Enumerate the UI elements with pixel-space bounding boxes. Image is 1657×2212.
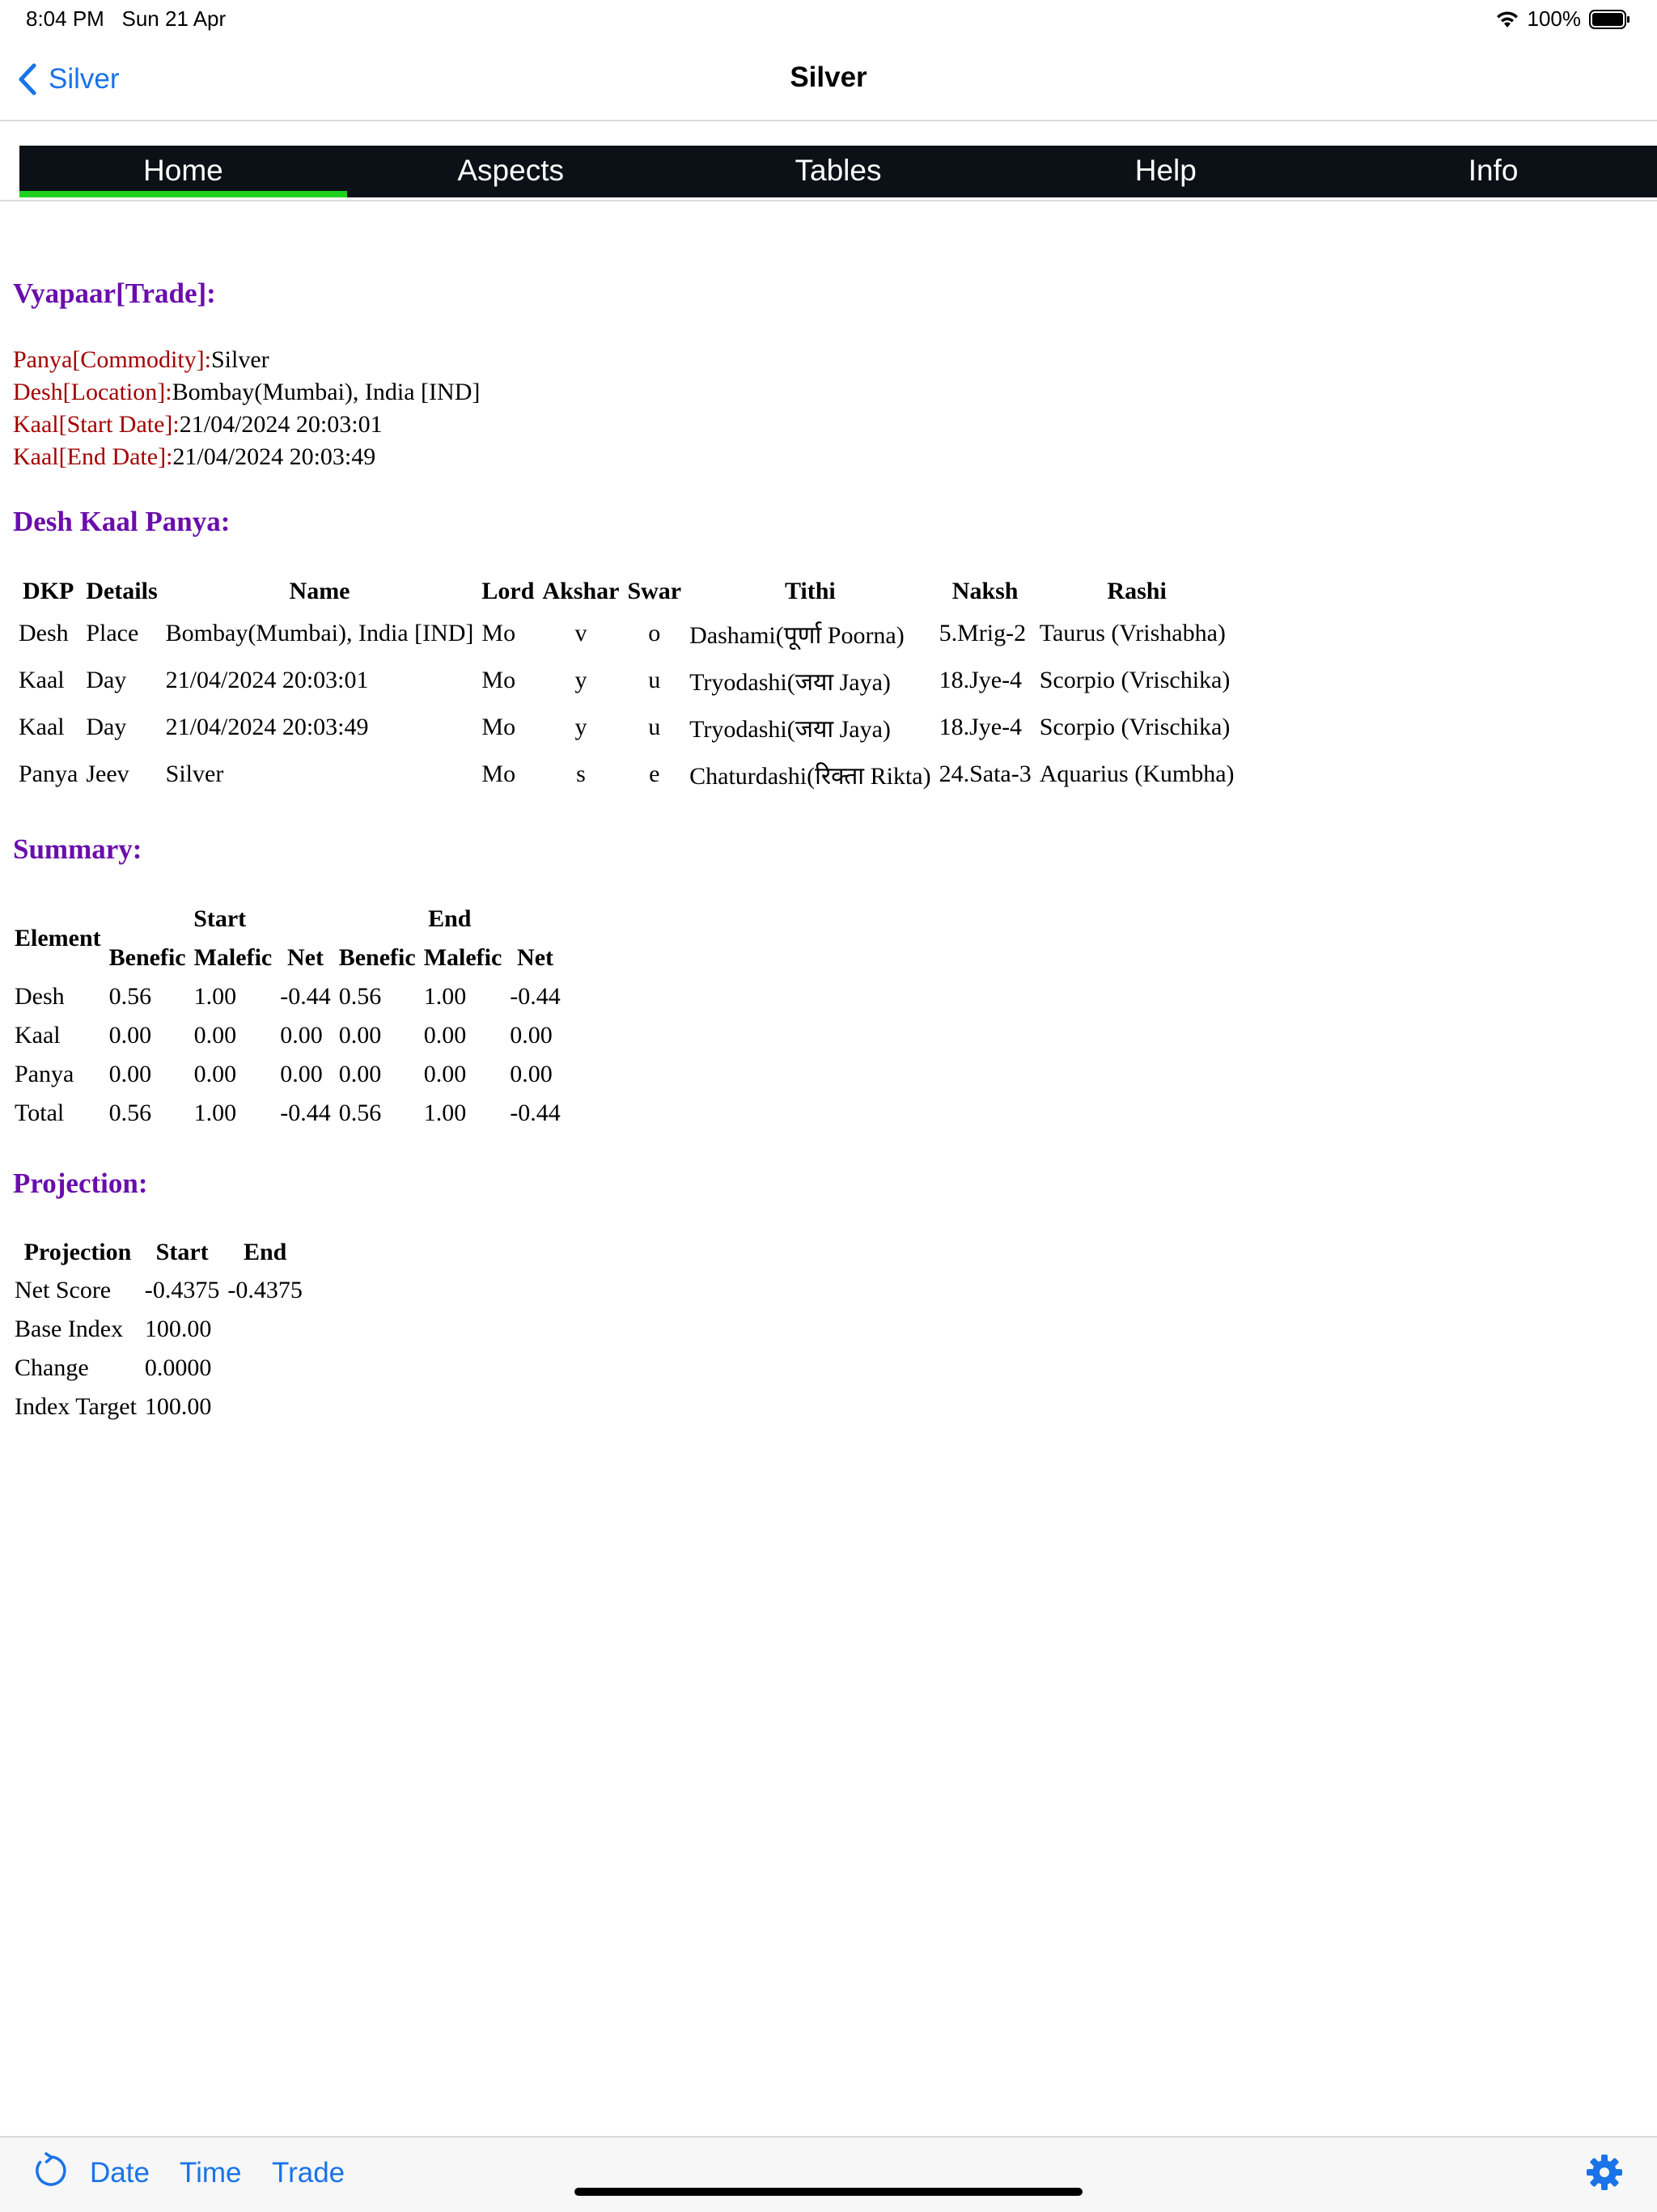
table-cell: Bombay(Mumbai), India [IND] <box>165 620 474 646</box>
commodity-value: Silver <box>210 346 269 373</box>
table-cell: -0.44 <box>280 983 331 1010</box>
status-indicators <box>1495 6 1632 32</box>
table-cell: 18.Jye-4 <box>939 667 1023 693</box>
table-cell: Day <box>86 667 127 693</box>
table-cell <box>223 1349 307 1388</box>
bottom-toolbar <box>0 2136 1657 2212</box>
table-row <box>15 1016 565 1055</box>
projection-col-end: End <box>243 1239 287 1265</box>
table-cell: -0.44 <box>280 1100 331 1126</box>
table-row <box>15 1271 307 1310</box>
dkp-col-details: Details <box>86 578 158 604</box>
table-cell: 0.00 <box>338 1061 382 1087</box>
table-cell: Chaturdashi(रिक्ता Rikta) <box>689 762 931 790</box>
start-date-value: 21/04/2024 20:03:01 <box>179 411 383 438</box>
table-cell: 0.00 <box>193 1061 237 1087</box>
table-cell: 0.00 <box>338 1022 382 1049</box>
location-label: Desh[Location]: <box>13 379 172 405</box>
dkp-col-akshar: Akshar <box>542 578 620 604</box>
dkp-col-dkp: DKP <box>23 578 74 604</box>
summary-col-start-benefic: Benefic <box>108 944 186 971</box>
location-value: Bombay(Mumbai), India [IND] <box>172 379 481 405</box>
table-row <box>15 751 1239 798</box>
table-cell: 100.00 <box>144 1393 212 1420</box>
summary-heading: Summary: <box>13 833 142 865</box>
summary-table <box>15 900 565 1133</box>
end-date-label: Kaal[End Date]: <box>13 443 173 470</box>
table-cell: Tryodashi(जया Jaya) <box>689 715 891 743</box>
table-cell: Taurus (Vrishabha) <box>1039 620 1226 646</box>
dkp-col-swar: Swar <box>627 578 682 604</box>
table-cell: Kaal <box>19 667 65 693</box>
status-date: Sun 21 Apr <box>121 6 227 31</box>
table-cell: Jeev <box>86 761 129 787</box>
table-cell: Mo <box>481 620 516 646</box>
table-cell: y <box>574 667 587 693</box>
summary-col-end-malefic: Malefic <box>423 944 502 971</box>
summary-col-start-net: Net <box>286 944 324 971</box>
projection-table <box>15 1234 307 1426</box>
table-cell: 0.00 <box>423 1061 467 1087</box>
battery-icon <box>1589 9 1631 30</box>
table-cell: Desh <box>19 620 69 646</box>
table-cell: Scorpio (Vrischika) <box>1039 714 1231 740</box>
table-cell: 0.00 <box>193 1022 237 1049</box>
table-row <box>15 610 1239 657</box>
table-cell: Place <box>86 620 139 646</box>
navigation-bar <box>0 39 1657 121</box>
table-cell: 5.Mrig-2 <box>939 620 1027 646</box>
start-date-label: Kaal[Start Date]: <box>13 411 180 438</box>
commodity-line <box>13 346 269 374</box>
table-cell: Panya <box>15 1061 74 1087</box>
summary-col-end-net: Net <box>517 944 554 971</box>
status-time <box>26 6 226 32</box>
wifi-icon <box>1495 10 1519 29</box>
table-cell: 0.56 <box>338 983 382 1010</box>
end-date-value: 21/04/2024 20:03:49 <box>172 443 376 470</box>
table-cell: Index Target <box>15 1393 137 1420</box>
summary-col-end-benefic: Benefic <box>338 944 416 971</box>
table-cell: 0.56 <box>338 1100 382 1126</box>
table-cell: -0.4375 <box>227 1277 303 1303</box>
table-cell: Scorpio (Vrischika) <box>1039 667 1231 693</box>
tab-home[interactable]: Home <box>19 146 347 197</box>
table-row <box>15 1094 565 1133</box>
summary-group-header-row <box>15 900 565 939</box>
start-date-line <box>13 411 383 439</box>
table-row <box>15 1310 307 1349</box>
table-row <box>15 704 1239 751</box>
table-cell: 24.Sata-3 <box>939 761 1032 787</box>
gear-icon[interactable] <box>1586 2154 1623 2191</box>
dkp-col-name: Name <box>289 578 350 604</box>
table-cell: Desh <box>15 983 65 1010</box>
dkp-col-naksh: Naksh <box>951 578 1019 604</box>
table-cell: u <box>648 714 661 740</box>
table-cell: 0.00 <box>510 1061 553 1087</box>
summary-col-element: Element <box>15 925 101 951</box>
table-cell: 1.00 <box>423 1100 467 1126</box>
table-cell: y <box>574 714 587 740</box>
dkp-col-rashi: Rashi <box>1107 578 1167 604</box>
table-cell: Change <box>15 1354 89 1381</box>
table-cell: 21/04/2024 20:03:01 <box>165 667 369 693</box>
table-cell: 0.00 <box>510 1022 553 1049</box>
home-indicator <box>574 2188 1083 2196</box>
table-cell: -0.44 <box>510 983 561 1010</box>
dkp-table <box>15 573 1239 798</box>
table-row <box>15 657 1239 704</box>
table-cell: Panya <box>19 761 78 787</box>
table-cell: u <box>648 667 661 693</box>
tab-aspects[interactable]: Aspects <box>457 154 564 187</box>
table-row <box>15 1349 307 1388</box>
table-cell: 1.00 <box>423 983 467 1010</box>
summary-group-end: End <box>428 905 472 932</box>
tab-info[interactable]: Info <box>1468 154 1519 187</box>
projection-col-projection: Projection <box>23 1239 132 1265</box>
tab-bar <box>19 146 1657 197</box>
table-cell: 1.00 <box>193 1100 237 1126</box>
table-cell: 0.56 <box>108 1100 152 1126</box>
status-bar <box>0 0 1657 39</box>
trade-button[interactable]: Trade <box>272 2157 345 2189</box>
table-cell: Kaal <box>19 714 65 740</box>
back-button-label: Silver <box>49 63 120 95</box>
table-cell: Silver <box>165 761 224 787</box>
table-cell: 18.Jye-4 <box>939 714 1023 740</box>
table-cell: 100.00 <box>144 1316 212 1342</box>
tab-divider <box>0 200 1657 201</box>
dkp-col-lord: Lord <box>481 578 535 604</box>
table-cell: 0.00 <box>280 1061 323 1087</box>
tab-tables[interactable]: Tables <box>795 154 882 187</box>
page-title: Silver <box>790 61 867 93</box>
tab-help[interactable]: Help <box>1134 154 1197 187</box>
trade-heading: Vyapaar[Trade]: <box>13 278 216 309</box>
table-cell: Tryodashi(जया Jaya) <box>689 668 891 696</box>
table-cell: 0.00 <box>108 1061 152 1087</box>
status-clock: 8:04 PM <box>26 6 104 31</box>
date-button[interactable]: Date <box>90 2157 150 2189</box>
table-cell: Mo <box>481 761 516 787</box>
table-row <box>15 977 565 1016</box>
table-cell: 0.00 <box>280 1022 323 1049</box>
dkp-heading: Desh Kaal Panya: <box>13 506 231 537</box>
table-cell: 0.0000 <box>144 1354 212 1381</box>
dkp-col-tithi: Tithi <box>784 578 836 604</box>
table-cell: Base Index <box>15 1316 124 1342</box>
projection-col-start: Start <box>155 1239 209 1265</box>
projection-heading: Projection: <box>13 1167 148 1199</box>
table-cell <box>223 1388 307 1426</box>
location-line <box>13 379 480 406</box>
table-row <box>15 1388 307 1426</box>
summary-group-start: Start <box>193 905 247 932</box>
table-cell: Day <box>86 714 127 740</box>
refresh-icon[interactable] <box>32 2152 70 2189</box>
table-cell: -0.44 <box>510 1100 561 1126</box>
table-cell: Mo <box>481 714 516 740</box>
table-cell: 1.00 <box>193 983 237 1010</box>
table-cell <box>223 1310 307 1349</box>
table-row <box>15 1055 565 1094</box>
table-cell: Aquarius (Kumbha) <box>1039 761 1235 787</box>
table-cell: Kaal <box>15 1022 61 1049</box>
end-date-line <box>13 443 375 471</box>
table-cell: 0.00 <box>108 1022 152 1049</box>
table-cell: Dashami(पूर्णा Poorna) <box>689 621 905 649</box>
time-button[interactable]: Time <box>180 2157 242 2189</box>
table-cell: 21/04/2024 20:03:49 <box>165 714 369 740</box>
table-cell: e <box>649 761 660 787</box>
table-cell: s <box>576 761 586 787</box>
table-cell: -0.4375 <box>144 1277 220 1303</box>
table-cell: 0.56 <box>108 983 152 1010</box>
battery-percent: 100% <box>1527 6 1581 31</box>
table-cell: 0.00 <box>423 1022 467 1049</box>
table-cell: Mo <box>481 667 516 693</box>
dkp-header-row <box>15 573 1239 610</box>
summary-col-start-malefic: Malefic <box>193 944 273 971</box>
commodity-label: Panya[Commodity]: <box>13 346 211 373</box>
table-cell: o <box>648 620 661 646</box>
projection-header-row <box>15 1234 307 1271</box>
table-cell: v <box>574 620 587 646</box>
table-cell: Net Score <box>15 1277 112 1303</box>
table-cell: Total <box>15 1100 65 1126</box>
